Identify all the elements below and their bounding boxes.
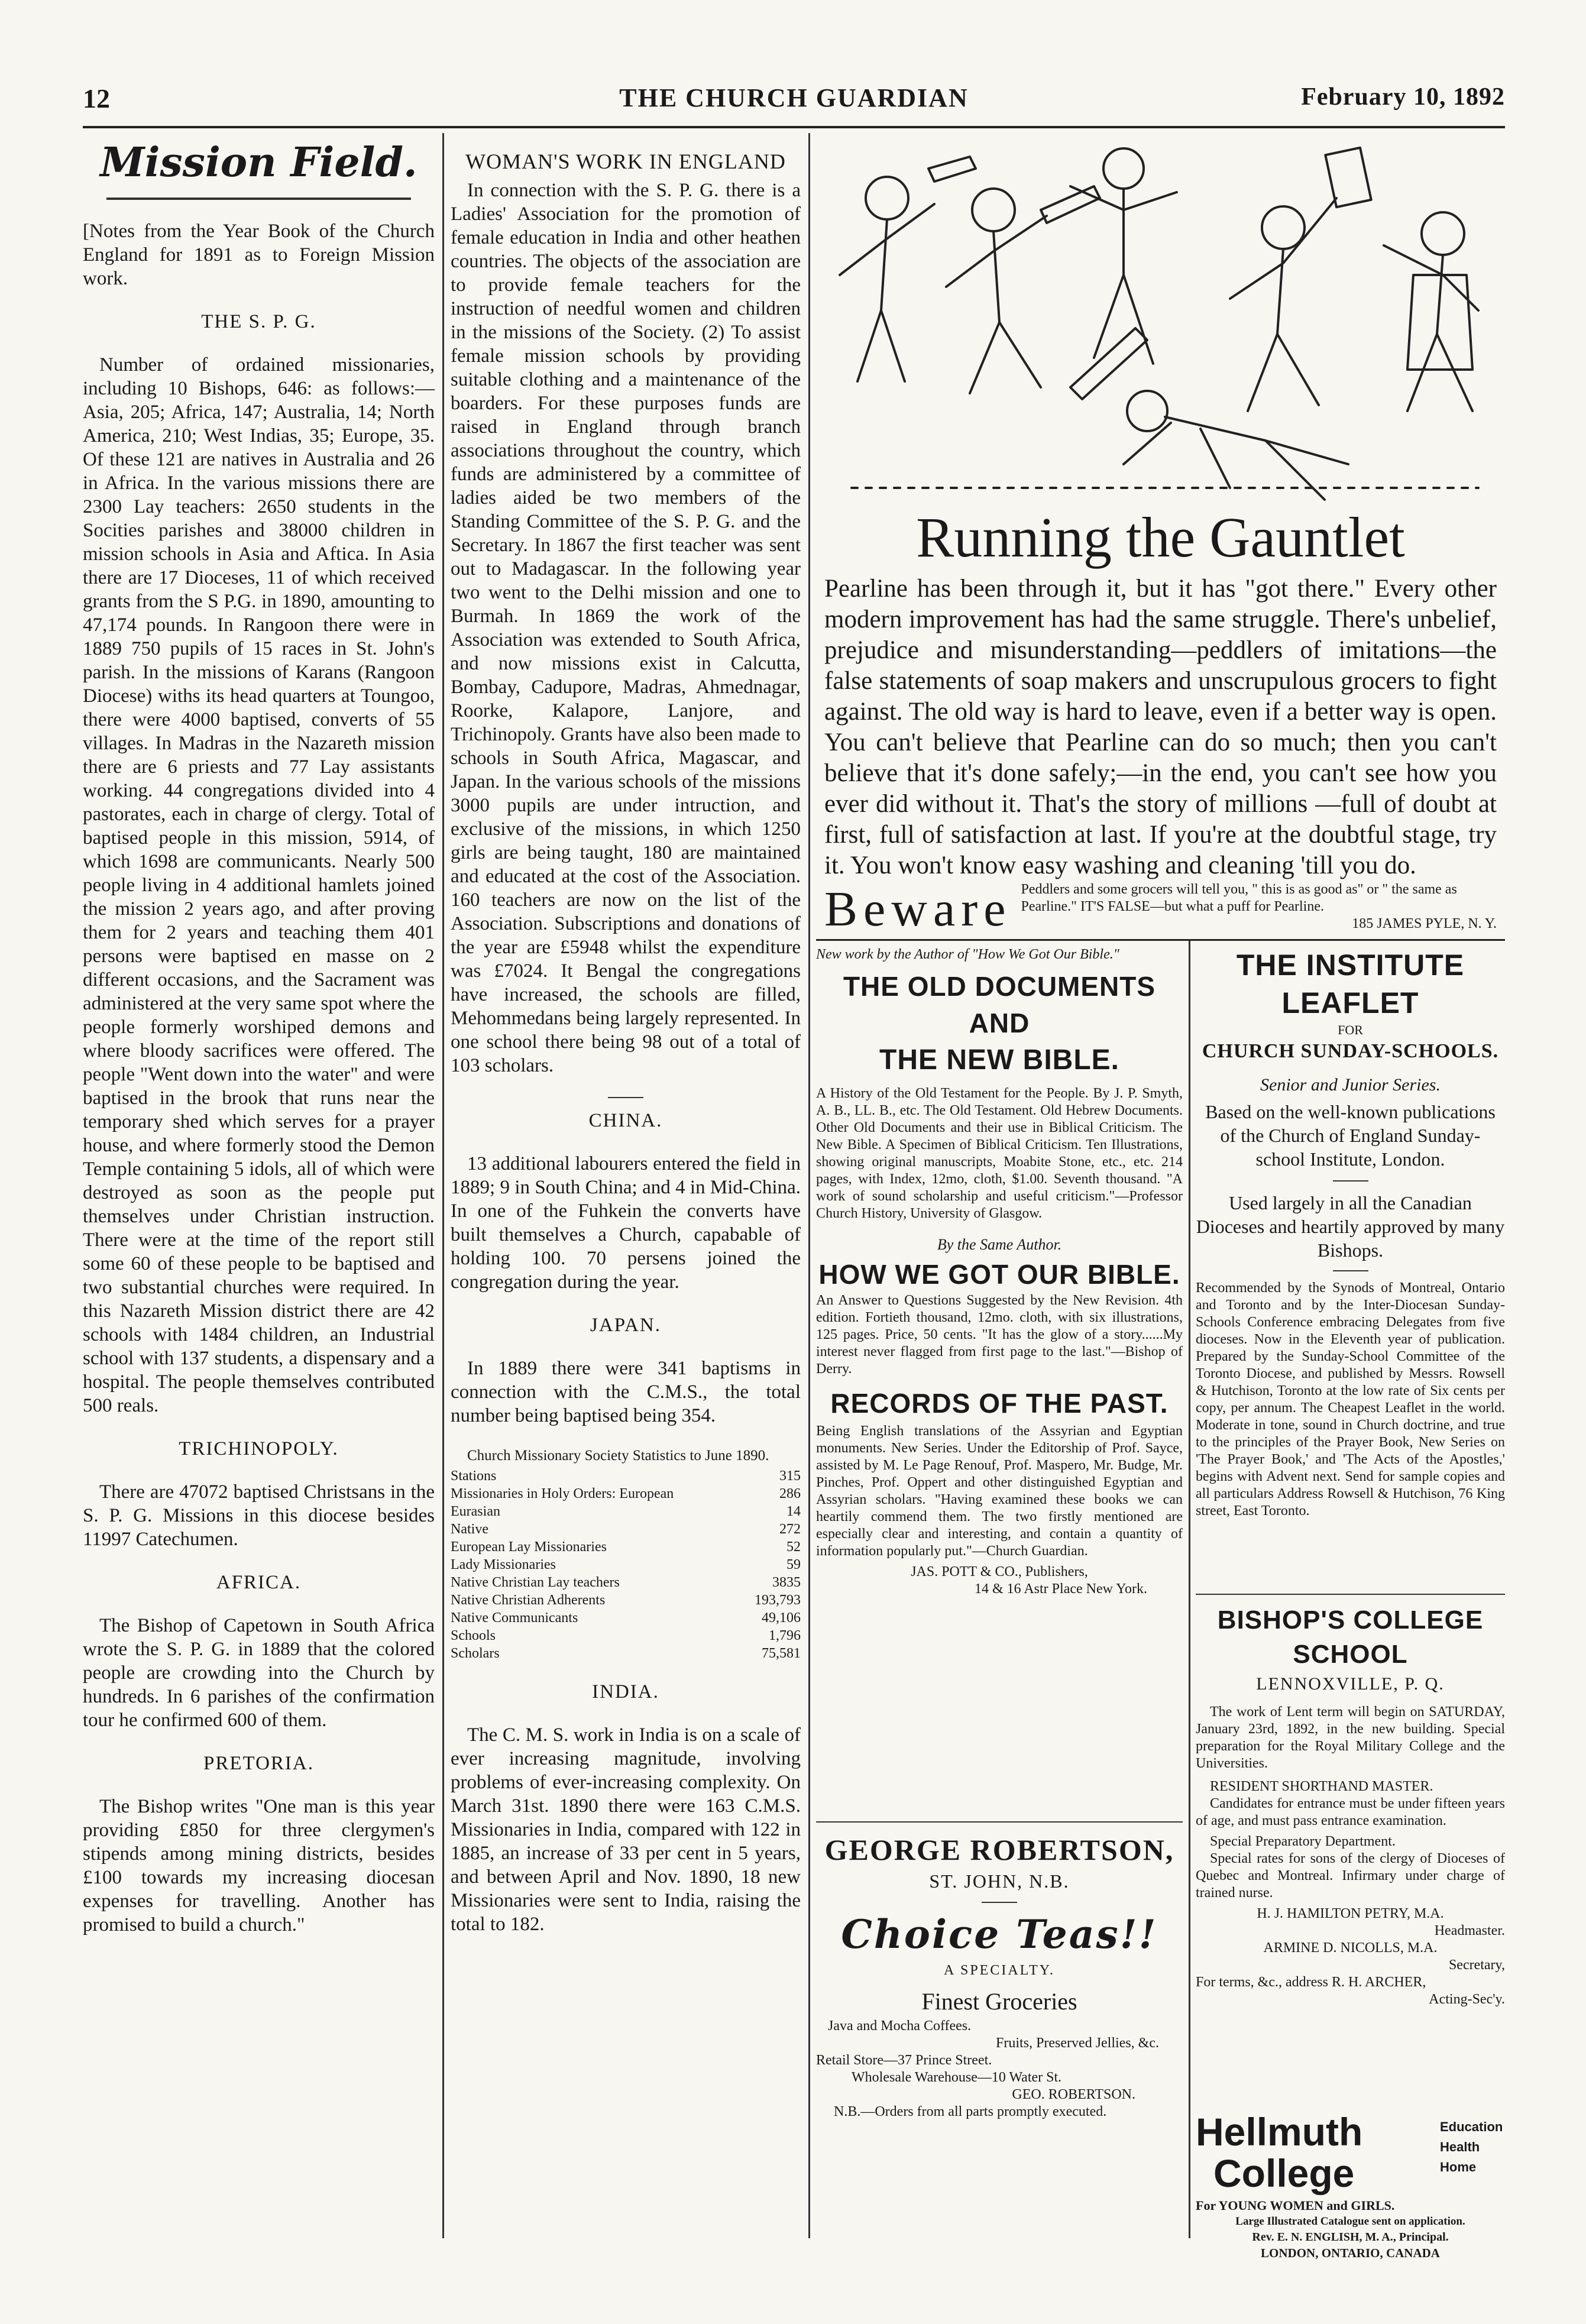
column-womans-work	[451, 148, 801, 1956]
africa-heading: AFRICA.	[216, 1572, 302, 1593]
book2-title: HOW WE GOT OUR BIBLE.	[818, 1259, 1180, 1290]
college-text-3: Candidates for entrance must be under fifteen years of age, and must pass entrance examination.	[1196, 1796, 1505, 1828]
pretoria-text: The Bishop writes "One man is this year providing £850 for three clergymen's stipends among mining districts, besides £100 towards my increasing diocesan expenses for travelling. Another has promised to build a church."	[83, 1796, 435, 1935]
statistic-label: Schools	[451, 1628, 496, 1643]
statistics-row	[451, 1627, 801, 1645]
womans-work-heading: WOMAN'S WORK IN ENGLAND	[465, 150, 786, 173]
robertson-line-6: N.B.—Orders from all parts promptly executed.	[834, 2104, 1107, 2119]
statistic-value: 315	[779, 1468, 801, 1484]
hellmuth-name-2: College	[1213, 2151, 1355, 2195]
statistic-value: 49,106	[762, 1610, 801, 1626]
institute-leaflet-advertisement	[1196, 946, 1505, 1520]
statistic-label: Native Christian Lay teachers	[451, 1575, 620, 1590]
statistic-value: 286	[779, 1486, 801, 1501]
pearline-advertisement	[816, 133, 1505, 937]
statistics-row	[451, 1538, 801, 1556]
leaflet-subtitle: CHURCH SUNDAY-SCHOOLS.	[1202, 1040, 1499, 1062]
india-heading: INDIA.	[592, 1681, 659, 1702]
statistics-table	[451, 1467, 801, 1662]
secretary-name: ARMINE D. NICOLLS, M.A.	[1263, 1940, 1438, 1956]
beware-wordmark: Beware	[824, 882, 1012, 937]
hellmuth-line-3: Rev. E. N. ENGLISH, M. A., Principal.	[1252, 2231, 1449, 2244]
statistic-value: 14	[786, 1504, 801, 1519]
column-divider-2	[808, 133, 810, 2238]
spg-heading: THE S. P. G.	[201, 311, 316, 332]
beware-note: Peddlers and some grocers will tell you, " this is as good as" or " the same as Pearline." IT'S FALSE—but what a puff for Pearline.	[1021, 882, 1457, 914]
separator	[608, 1097, 643, 1098]
merchant-name: GEORGE ROBERTSON,	[824, 1833, 1174, 1866]
book1-title-a: THE OLD DOCUMENTS AND	[843, 971, 1156, 1038]
hellmuth-line-4: LONDON, ONTARIO, CANADA	[1261, 2246, 1440, 2260]
college-text-5: Special rates for sons of the clergy of Dioceses of Quebec and Montreal. Infirmary under charge of trained nurse.	[1196, 1851, 1505, 1901]
page-header	[83, 83, 1505, 118]
bishops-college-advertisement	[1196, 1594, 1505, 2008]
statistic-value: 59	[786, 1557, 801, 1572]
gauntlet-illustration	[816, 133, 1505, 512]
heading-rule	[106, 198, 411, 200]
hellmuth-name-1: Hellmuth	[1196, 2110, 1363, 2154]
leaflet-text-2: Used largely in all the Canadian Dioceses and heartily approved by many Bishops.	[1196, 1192, 1505, 1261]
japan-text: In 1889 there were 341 baptisms in connection with the C.M.S., the total number being baptised being 354.	[451, 1358, 801, 1426]
ad-rule	[816, 1821, 1183, 1823]
acting-secretary-role: Acting-Sec'y.	[1429, 1992, 1505, 2007]
china-heading: CHINA.	[588, 1110, 663, 1131]
choice-teas: Choice Teas!!	[841, 1911, 1158, 1957]
statistic-label: Native Communicants	[451, 1610, 578, 1626]
hellmuth-side-3: Home	[1440, 2160, 1477, 2174]
ad-rule	[1196, 1594, 1505, 1595]
trichinopoly-text: There are 47072 baptised Christsans in the S. P. G. Missions in this diocese besides 11997 Catechumen.	[83, 1481, 435, 1550]
statistic-label: Scholars	[451, 1646, 500, 1661]
terms-line: For terms, &c., address R. H. ARCHER,	[1196, 1975, 1426, 1990]
newspaper-title: THE CHURCH GUARDIAN	[619, 83, 969, 112]
leaflet-series: Senior and Junior Series.	[1260, 1075, 1441, 1095]
statistic-value: 52	[786, 1539, 801, 1555]
india-text: The C. M. S. work in India is on a scale of ever increasing magnitude, involving problems of ever-increasing complexity. On March 31st. 1890 there were 163 C.M.S. Missionaries in India, compared with 122 in 1885, an increase of 33 per cent in 5 years, and between April and Nov. 1890, 18 new Missionaries were sent to India, raising the total to 182.	[451, 1724, 801, 1935]
statistic-value: 272	[779, 1522, 801, 1537]
statistic-label: Missionaries in Holy Orders: European	[451, 1486, 674, 1501]
college-title: BISHOP'S COLLEGE SCHOOL	[1217, 1606, 1484, 1669]
statistic-label: Native	[451, 1522, 488, 1537]
book3-title: RECORDS OF THE PAST.	[830, 1388, 1169, 1419]
finest-groceries: Finest Groceries	[921, 1988, 1077, 2015]
robertson-line-1: Java and Mocha Coffees.	[828, 2018, 972, 2034]
statistics-row	[451, 1645, 801, 1662]
ad-title: Running the Gauntlet	[916, 506, 1405, 569]
leaflet-text-1: Based on the well-known publications of the Church of England Sunday-school Institute, London.	[1205, 1101, 1496, 1170]
college-text-2: RESIDENT SHORTHAND MASTER.	[1210, 1779, 1433, 1794]
statistics-row	[451, 1574, 801, 1591]
cms-statistics-title: Church Missionary Society Statistics to June 1890.	[467, 1448, 769, 1464]
book1-description: A History of the Old Testament for the People. By J. P. Smyth, A. B., LL. B., etc. The Old Testament. Old Hebrew Documents. Other Old Documents and their use in Biblical Criticism. The New Bible. A Specimen of Biblical Criticism. Ten Illustrations, showing original manuscripts, Moabite Stone, etc., etc. 214 pages, with Index, 12mo, cloth, $1.00. Seventh thousand. "A work of sound scholarship and useful criticism."—Professor Church History, University of Glasgow.	[816, 1086, 1183, 1221]
books-intro: New work by the Author of "How We Got Our Bible."	[816, 947, 1119, 962]
statistic-value: 3835	[772, 1575, 801, 1590]
robertson-line-4: Wholesale Warehouse—10 Water St.	[852, 2070, 1062, 2085]
ad-maker: 185 JAMES PYLE, N. Y.	[1352, 916, 1497, 931]
section-heading: Mission Field.	[100, 139, 417, 186]
robertson-line-2: Fruits, Preserved Jellies, &c.	[996, 2035, 1159, 2051]
china-text: 13 additional labourers entered the field in 1889; 9 in South China; and 4 in Mid-China. In one of the Fuhkein the converts have built themselves a Church, capabable of holding 100. 70 persens joined the congregation during the year.	[451, 1153, 801, 1293]
publisher-address: 14 & 16 Astr Place New York.	[975, 1581, 1147, 1597]
spg-text: Number of ordained missionaries, including 10 Bishops, 646: as follows:— Asia, 205; Africa, 147; Australia, 14; North America, 210; West Indias, 35; Europe, 35. Of these 121 are natives in Australia and 26 in Africa. In the various missions there are 2300 Lay teachers: 2650 students in the Socities parishes and 38000 children in mission schools in Asia and Aftica. In Asia there are 17 Dioceses, 11 of which received grants from the S P.G. in 1890, amounting to 47,174 pounds. In Rangoon there were in 1889 750 pupils of 15 races in St. John's parish. In the missions of Karans (Rangoon Diocese) withs its head quarters at Toungoo, there were 4000 baptised, converts of 55 villages. In Madras in the Nazareth mission there are 6 priests and 77 Lay assistants working. 44 congregations divided into 4 pastorates, each in charge of clergy. Total of baptised people in this mission, 5914, of which 1698 are communicants. Nearly 500 people living in 4 additional hamlets joined the mission 2 years ago, and after proving them for 2 years and teaching them 401 persons were baptised en masse on 2 different occasions, and the Sacrament was administered at the very same spot where the people formerly worshiped demons and where bloody sacrifices were offered. The people "Went down into the water" and were baptised in the brook that runs near the temporary shed which serves for a prayer house, and where formerly stood the Demon Temple containing 5 idols, all of which were destroyed as soon as the people put themselves under Christian instruction. There were at the time of the report still some 60 of these people to be baptised and two substantial churches were required. In this Nazareth Mission district there are 42 schools with 1484 children, an Industrial school with 137 students, a dispensary and a hospital. The people themselves contributed 500 reals.	[83, 354, 435, 1416]
hellmuth-college-advertisement	[1196, 2111, 1505, 2261]
bible-books-advertisement	[816, 946, 1183, 1598]
leaflet-for: FOR	[1338, 1022, 1363, 1037]
ad-bottom-rule	[816, 939, 1505, 941]
intro-text: [Notes from the Year Book of the Church England for 1891 as to Foreign Mission work.	[83, 221, 435, 289]
statistics-row	[451, 1485, 801, 1503]
statistic-label: Lady Missionaries	[451, 1557, 556, 1572]
column-mission-field	[83, 136, 435, 1956]
column-divider-3	[1189, 940, 1190, 2238]
robertson-advertisement	[816, 1821, 1183, 2121]
merchant-place: ST. JOHN, N.B.	[929, 1870, 1070, 1892]
college-place: LENNOXVILLE, P. Q.	[1256, 1674, 1445, 1694]
statistic-label: Native Christian Adherents	[451, 1593, 606, 1608]
statistics-row	[451, 1503, 801, 1520]
ad-body: Pearline has been through it, but it has "got there." Every other modern improvement has had the same struggle. There's unbelief, prejudice and misunderstanding—peddlers of imitations—the false statements of soap makers and unscrupulous grocers to fight against. The old way is hard to leave, even if a better way is open. You can't believe that Pearline can do so much; then you can't believe that it's done safely;—in the end, you can't see how you ever did without it. That's the story of millions —full of doubt at first, full of satisfaction at last. If you're at the doubtful stage, try it. You won't know easy washing and cleaning 'till you do.	[824, 575, 1497, 879]
headmaster-role: Headmaster.	[1434, 1923, 1505, 1938]
statistic-label: European Lay Missionaries	[451, 1539, 607, 1555]
books-byline: By the Same Author.	[937, 1236, 1062, 1253]
hellmuth-line-2: Large Illustrated Catalogue sent on application.	[1235, 2215, 1465, 2228]
robertson-line-3: Retail Store—37 Prince Street.	[816, 2053, 992, 2068]
statistic-label: Stations	[451, 1468, 497, 1484]
headmaster-name: H. J. HAMILTON PETRY, M.A.	[1257, 1906, 1444, 1921]
secretary-role: Secretary,	[1448, 1957, 1505, 1973]
book3-description: Being English translations of the Assyrian and Egyptian monuments. New Series. Under the Editorship of Prof. Sayce, assisted by M. Le Page Renouf, Prof. Maspero, Mr. Budge, Mr. Pinches, Prof. Oppert and other distinguished Egyptian and Assyrian scholars. "Having examined these books we can heartily commend them. The two firstly mentioned are especially clear and interesting, and contain a quantity of information popularly put."—Church Guardian.	[816, 1423, 1183, 1559]
column-divider-1	[442, 133, 444, 2238]
statistic-value: 1,796	[769, 1628, 801, 1643]
college-text-1: The work of Lent term will begin on SATURDAY, January 23rd, 1892, in the new building. Special preparation for the Royal Military College and the Universities.	[1196, 1704, 1505, 1771]
page-number: 12	[83, 83, 110, 114]
separator	[982, 1902, 1017, 1903]
statistics-row	[451, 1556, 801, 1574]
statistic-value: 75,581	[762, 1646, 801, 1661]
specialty: A SPECIALTY.	[943, 1963, 1056, 1978]
statistic-value: 193,793	[755, 1593, 801, 1608]
separator	[1333, 1180, 1368, 1182]
book1-title-b: THE NEW BIBLE.	[879, 1044, 1119, 1076]
africa-text: The Bishop of Capetown in South Africa wrote the S. P. G. in 1889 that the colored people are crowding into the Church by hundreds. In 6 parishes of the confirmation tour he confirmed 600 of them.	[83, 1615, 435, 1731]
leaflet-title: THE INSTITUTE LEAFLET	[1236, 949, 1465, 1019]
publisher: JAS. POTT & CO., Publishers,	[911, 1564, 1088, 1579]
separator	[1333, 1270, 1368, 1271]
statistics-row	[451, 1520, 801, 1538]
header-rule	[83, 126, 1505, 128]
womans-work-text: In connection with the S. P. G. there is a Ladies' Association for the promotion of female education in India and other heathen countries. The objects of the association are to provide female teachers for the instruction of needful women and children in the missions of the Society. (2) To assist female mission schools by providing suitable clothing and a maintenance of the boarders. For these purposes funds are raised in England through branch associations throughout the country, which funds are administered by a committee of ladies aided be two members of the Standing Committee of the S. P. G. and the Secretary. In 1867 the first teacher was sent out to Madagascar. In the following year two went to the Delhi mission and one to Burmah. In 1869 the work of the Association was extended to South Africa, and now missions exist in Calcutta, Bombay, Cadupore, Madras, Ahmednagar, Roorke, Kalapore, Lanjore, and Trichinopoly. Grants have also been made to schools in South Africa, Magascar, and Japan. In the various schools of the missions 3000 pupils are under intruction, and exclusive of the missions, in which 1250 girls are being taught, 180 are maintained and educated at the cost of the Association. 160 teachers are now on the list of the Association. Subscriptions and donations of the year are £5948 whilst the expenditure was £7024. It Bengal the congregations have increased, the schools are filled, Mehommedans being largely represented. In one school there being 98 out of a total of 103 scholars.	[451, 180, 801, 1076]
book2-description: An Answer to Questions Suggested by the New Revision. 4th edition. Fortieth thousand, 12mo. cloth, with six illustrations, 125 pages. Price, 50 cents. "It has the glow of a story......My interest never flagged from first page to the last."—Bishop of Derry.	[816, 1293, 1183, 1377]
hellmuth-side-1: Education	[1440, 2119, 1503, 2134]
leaflet-text-3: Recommended by the Synods of Montreal, Ontario and Toronto and by the Inter-Diocesan Sunday-Schools Conference embracing Delegates from five dioceses. Now in the Eleventh year of publication. Prepared by the Sunday-School Committee of the Toronto Diocese, and published by Messrs. Rowsell & Hutchison, Toronto at the low rate of Six cents per copy, per annum. The Cheapest Leaflet in the world. Moderate in tone, sound in Church doctrine, and true to the principles of the Prayer Book, New Series on 'The Prayer Book,' and 'The Acts of the Apostles,' begins with Advent next. Send for sample copies and all particulars Address Rowsell & Hutchison, 76 King street, East Toronto.	[1196, 1280, 1505, 1519]
robertson-line-5: GEO. ROBERTSON.	[1012, 2087, 1135, 2102]
hellmuth-line-1: For YOUNG WOMEN and GIRLS.	[1196, 2198, 1395, 2213]
hellmuth-side-2: Health	[1440, 2139, 1480, 2154]
issue-date: February 10, 1892	[1301, 83, 1505, 111]
trichinopoly-heading: TRICHINOPOLY.	[179, 1438, 339, 1459]
japan-heading: JAPAN.	[590, 1315, 661, 1336]
pretoria-heading: PRETORIA.	[203, 1753, 314, 1774]
statistics-row	[451, 1591, 801, 1609]
statistics-row	[451, 1467, 801, 1485]
college-text-4: Special Preparatory Department.	[1210, 1834, 1396, 1849]
statistics-row	[451, 1609, 801, 1627]
statistic-label: Eurasian	[451, 1504, 500, 1519]
